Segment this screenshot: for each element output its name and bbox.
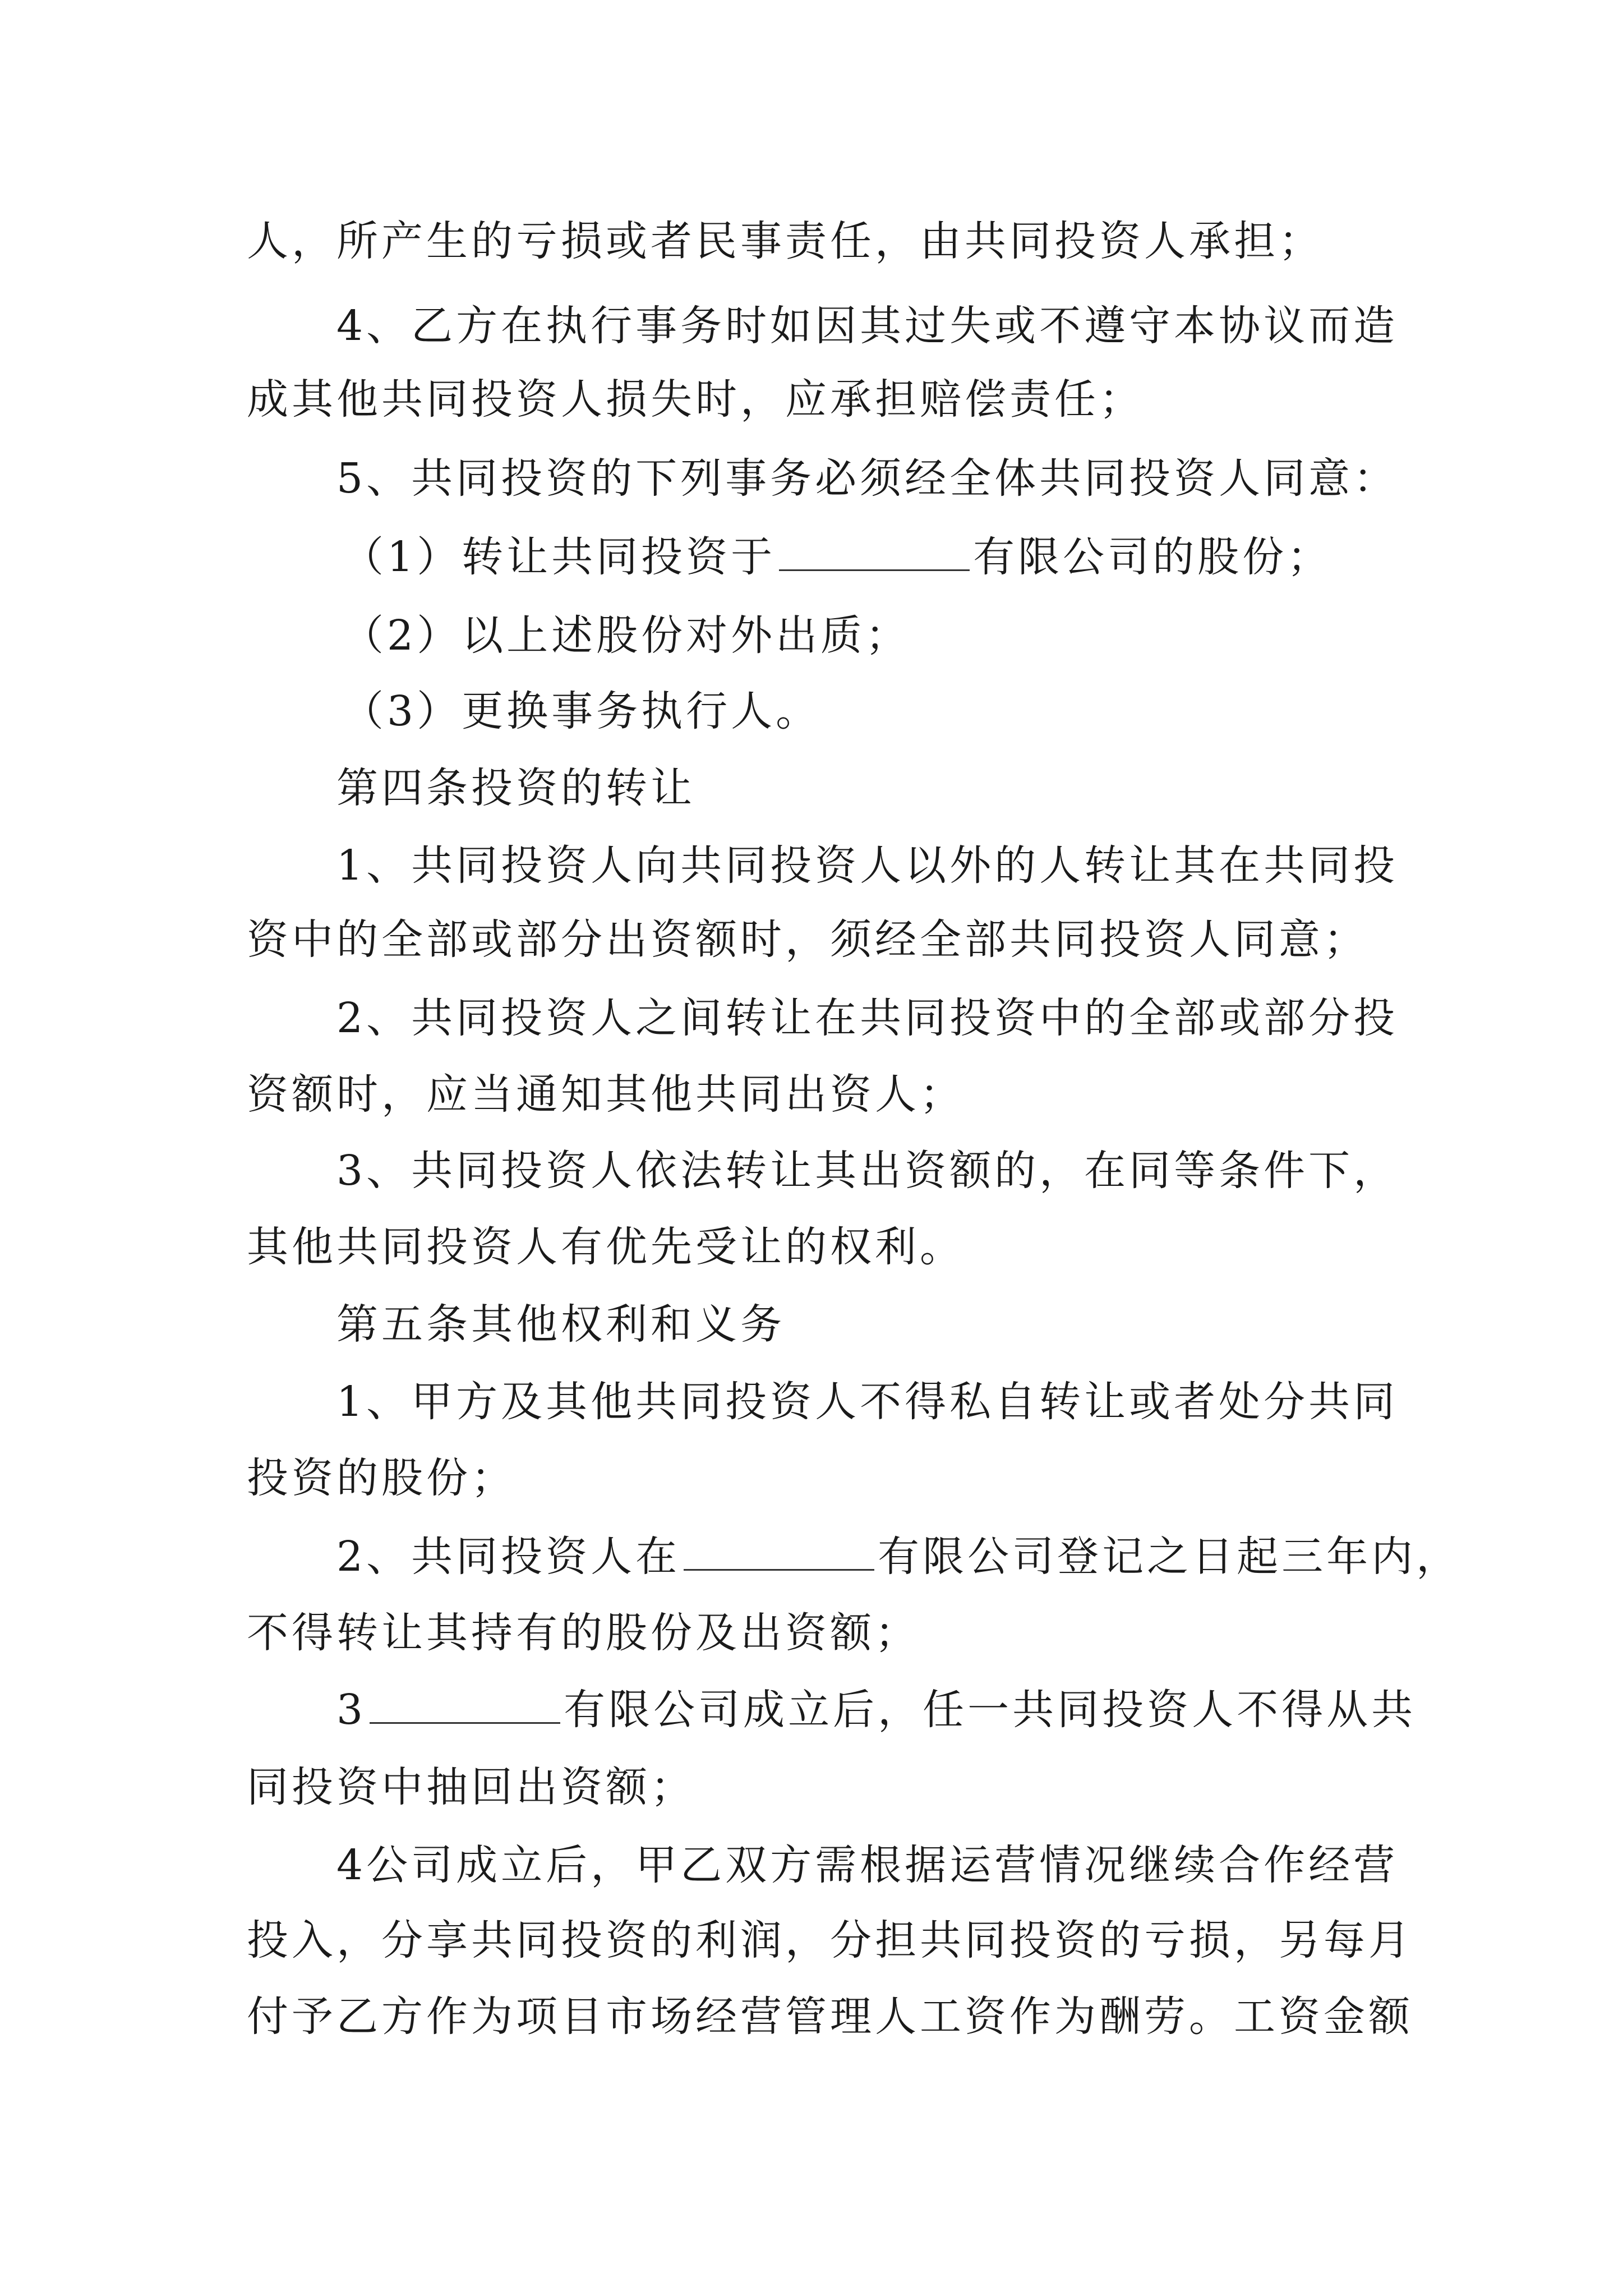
fill-in-blank bbox=[370, 1688, 560, 1724]
line-text: 成其他共同投资人损失时，应承担赔偿责任； bbox=[247, 375, 1144, 424]
text-line bbox=[336, 436, 1469, 521]
section-heading bbox=[336, 1282, 1469, 1366]
line-text: 付予乙方作为项目市场经营管理人工资作为酬劳。工资金额 bbox=[247, 1993, 1413, 2041]
line-text: 人，所产生的亏损或者民事责任，由共同投资人承担； bbox=[247, 217, 1324, 265]
line-text: （2）以上述股份对外出质； bbox=[342, 611, 911, 660]
line-text: 投资的股份； bbox=[247, 1454, 516, 1502]
text-line bbox=[342, 593, 1475, 678]
line-text: 2、共同投资人在 bbox=[336, 1533, 681, 1581]
text-line bbox=[247, 1591, 1380, 1675]
line-text: 2、共同投资人之间转让在共同投资中的全部或部分投 bbox=[336, 994, 1399, 1042]
line-text: 有限公司登记之日起三年内， bbox=[878, 1533, 1461, 1581]
text-line bbox=[336, 1360, 1469, 1444]
text-line bbox=[247, 1052, 1380, 1137]
line-text: 同投资中抽回出资额； bbox=[247, 1763, 695, 1811]
line-text: 1、甲方及其他共同投资人不得私自转让或者处分共同 bbox=[336, 1378, 1399, 1426]
text-line bbox=[247, 1898, 1413, 1982]
line-text: 有限公司成立后，任一共同投资人不得从共 bbox=[564, 1686, 1417, 1734]
text-line bbox=[247, 1975, 1413, 2059]
line-text: 资额时，应当通知其他共同出资人； bbox=[247, 1070, 965, 1119]
text-line bbox=[247, 898, 1380, 982]
line-text: 资中的全部或部分出资额时，须经全部共同投资人同意； bbox=[247, 915, 1368, 964]
text-line bbox=[247, 357, 1380, 441]
fill-in-blank bbox=[684, 1535, 874, 1571]
text-line bbox=[342, 669, 1475, 753]
line-text: 3、共同投资人依法转让其出资额的，在同等条件下， bbox=[336, 1147, 1399, 1195]
text-line bbox=[336, 1129, 1469, 1213]
line-text: 投入，分享共同投资的利润，分担共同投资的亏损，另每月 bbox=[247, 1916, 1413, 1964]
text-line bbox=[336, 1668, 1469, 1752]
text-line bbox=[336, 1823, 1469, 1907]
line-text: 有限公司的股份； bbox=[973, 533, 1332, 581]
line-text: 其他共同投资人有优先受让的权利。 bbox=[247, 1223, 965, 1271]
line-text: 1、共同投资人向共同投资人以外的人转让其在共同投 bbox=[336, 841, 1399, 890]
line-text: 4公司成立后，甲乙双方需根据运营情况继续合作经营 bbox=[336, 1841, 1399, 1889]
text-line bbox=[247, 199, 1380, 283]
text-line bbox=[247, 1436, 1380, 1520]
text-line bbox=[247, 1745, 1380, 1829]
line-text: 不得转让其持有的股份及出资额； bbox=[247, 1609, 920, 1657]
line-text: （3）更换事务执行人。 bbox=[342, 687, 821, 735]
heading-text: 第四条投资的转让 bbox=[336, 764, 695, 812]
fill-in-blank bbox=[779, 536, 970, 571]
line-text: 5、共同投资的下列事务必须经全体共同投资人同意： bbox=[336, 454, 1399, 503]
section-heading bbox=[336, 746, 1469, 830]
text-line bbox=[336, 1515, 1469, 1599]
heading-text: 第五条其他权利和义务 bbox=[336, 1300, 785, 1349]
text-line bbox=[336, 284, 1469, 368]
text-line bbox=[336, 976, 1469, 1060]
line-text: 3 bbox=[336, 1686, 367, 1734]
text-line bbox=[336, 823, 1469, 908]
line-text: 4、乙方在执行事务时如因其过失或不遵守本协议而造 bbox=[336, 302, 1399, 350]
text-line bbox=[342, 515, 1475, 599]
text-line bbox=[247, 1205, 1380, 1289]
line-text: （1）转让共同投资于 bbox=[342, 533, 776, 581]
